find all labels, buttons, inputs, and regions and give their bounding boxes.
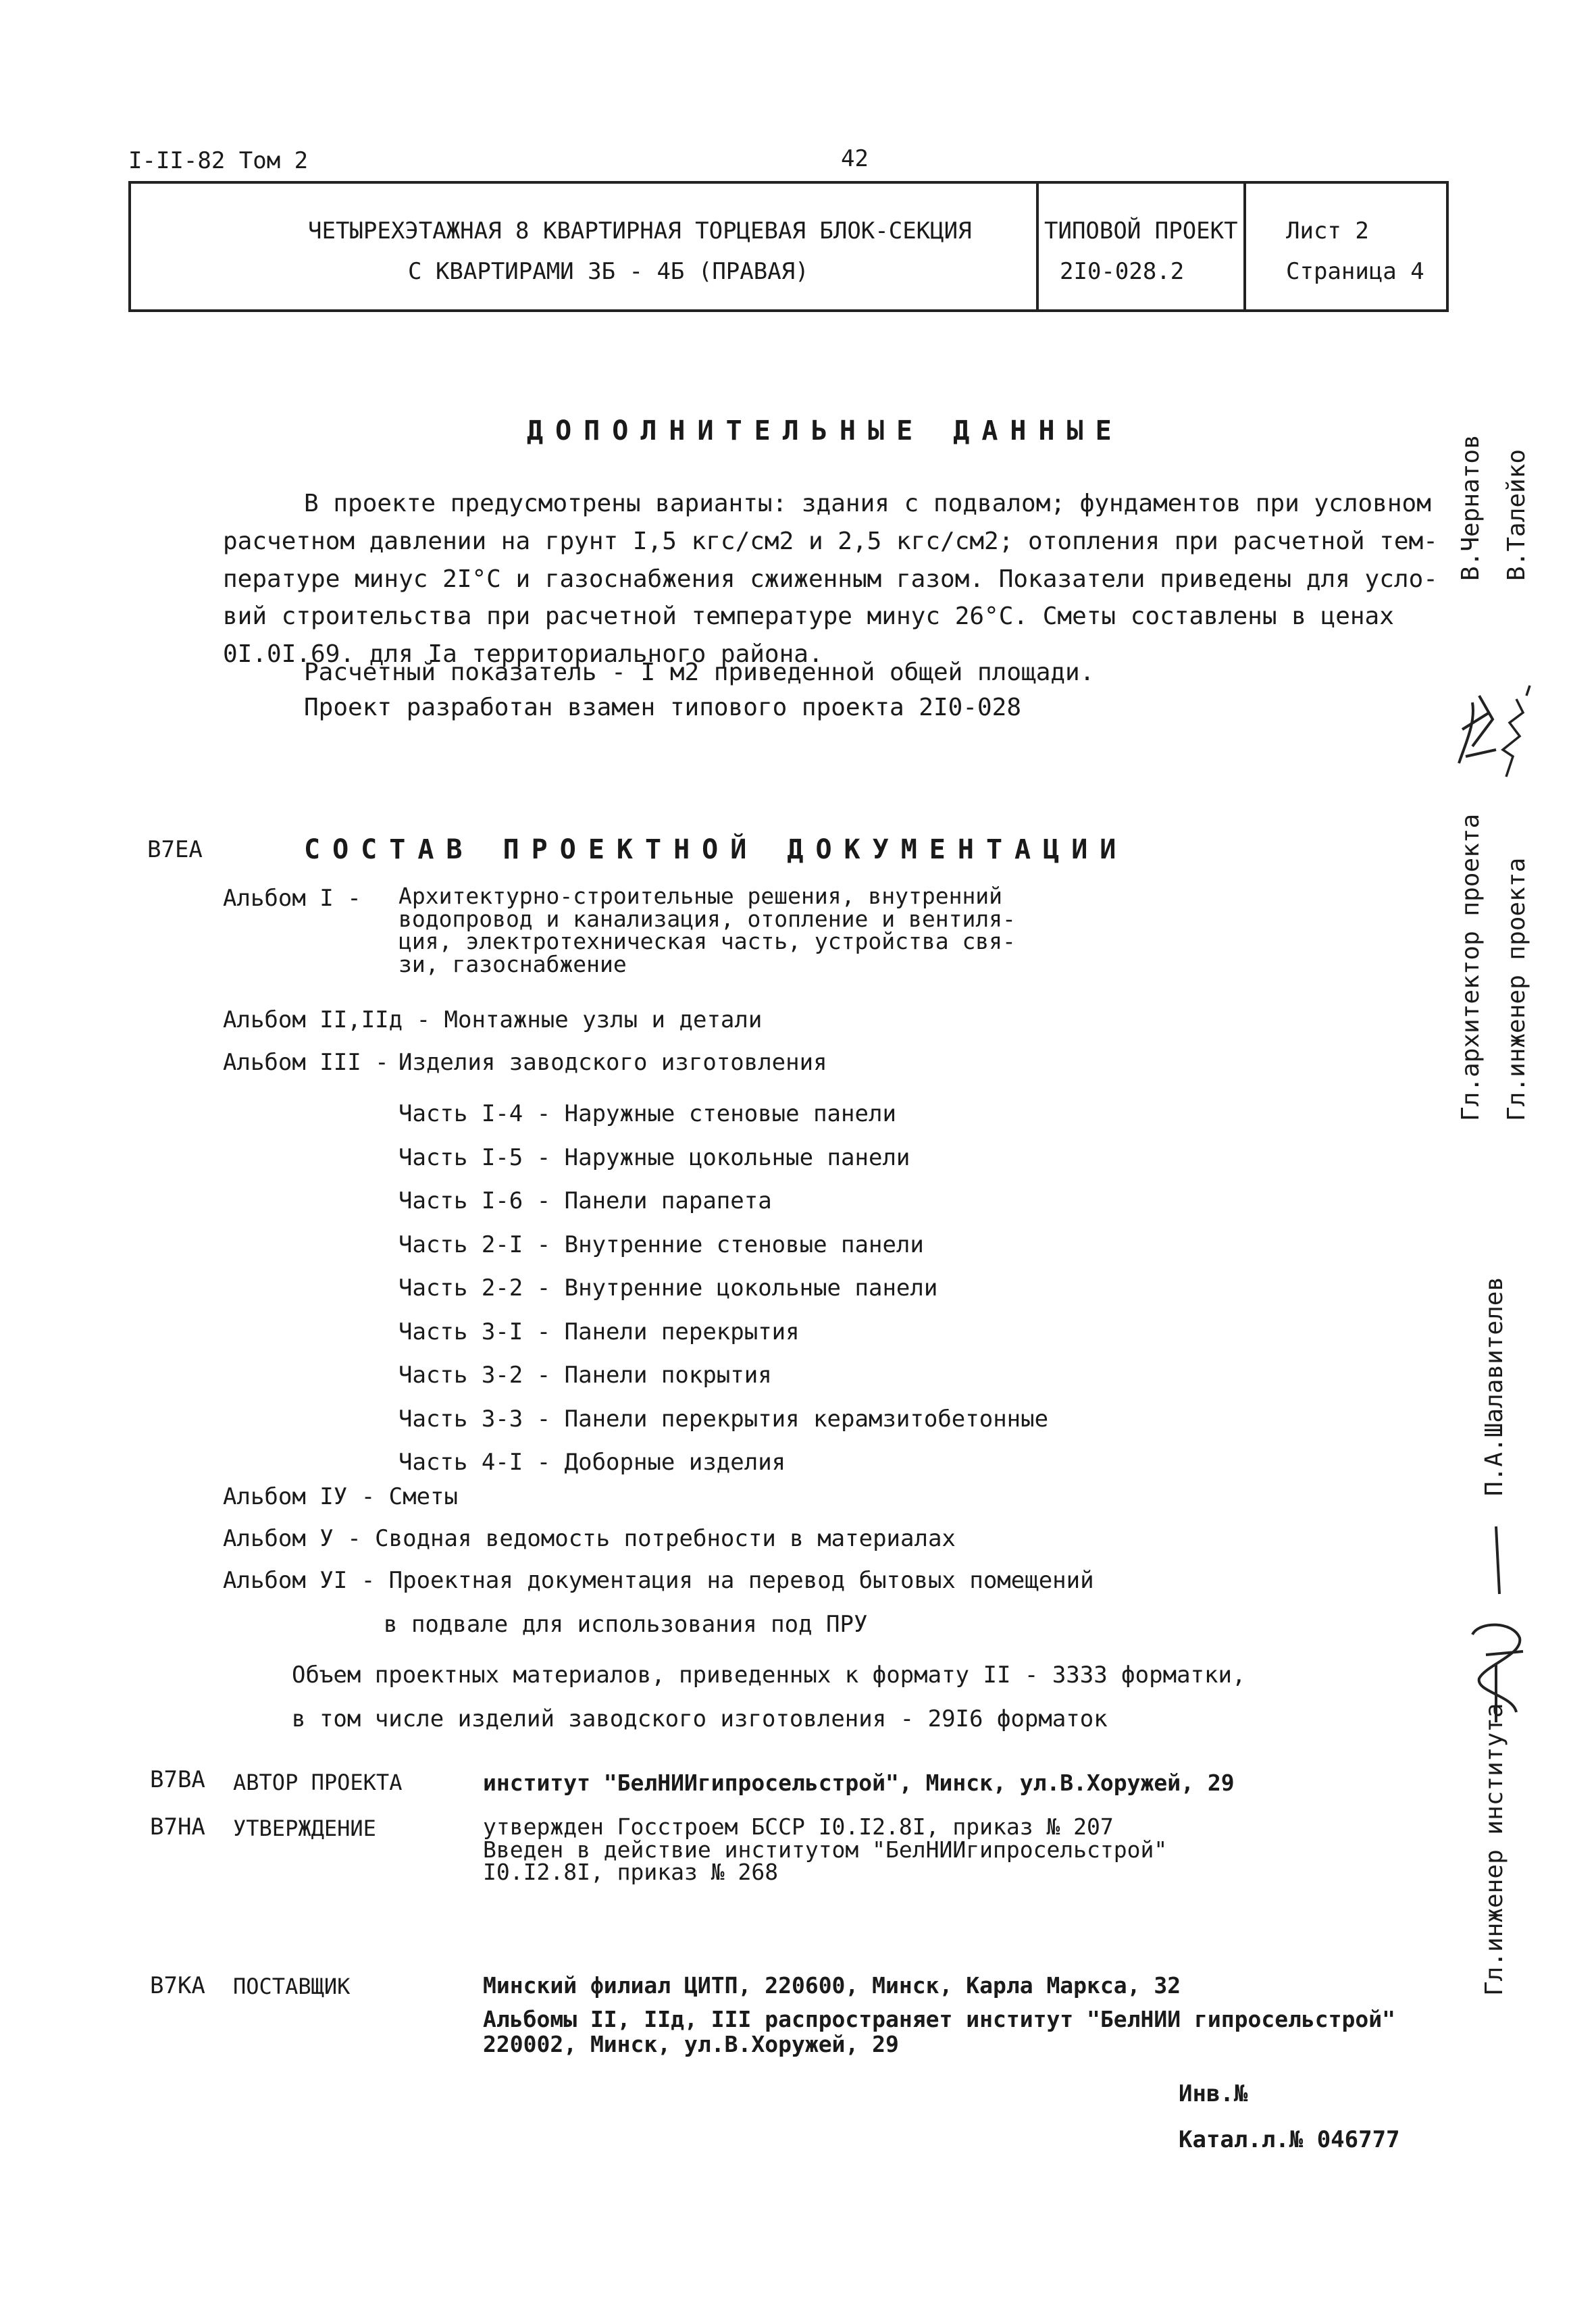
supplier-text [483, 1974, 1395, 2057]
album-2: Альбом II,IIд - Монтажные узлы и детали [223, 1006, 763, 1033]
title-block-divider [1036, 184, 1039, 309]
part-item: Часть 3-3 - Панели перекрытия керамзитобетонные [398, 1405, 1049, 1433]
album-6-line-1: Альбом УI - Проектная документация на перевод бытовых помещений [223, 1567, 1094, 1594]
author-value: институт "БелНИИгипросельстрой", Минск, ул.В.Хоружей, 29 [483, 1770, 1235, 1796]
additional-data-heading: ДОПОЛНИТЕЛЬНЫЕ ДАННЫЕ [527, 415, 1124, 446]
doc-ref: I-II-82 Том 2 [128, 147, 309, 174]
para-line: расчетном давлении на грунт I,5 кгс/см2 и 2,5 кгс/см2; отопления при расчетной тем- [223, 527, 1438, 555]
catalog-number: Катал.л.№ 046777 [1179, 2126, 1400, 2153]
calc-indicator: Расчетный показатель - I м2 приведенной общей площади. [304, 659, 1095, 686]
part-item: Часть 2-2 - Внутренние цокольные панели [398, 1275, 938, 1302]
approval-line: Введен в действие институтом "БелНИИгипросельстрой" [483, 1836, 1168, 1863]
volume-line-2: в том числе изделий заводского изготовления - 29I6 форматок [292, 1705, 1108, 1732]
author-label: АВТОР ПРОЕКТА [233, 1770, 403, 1795]
album-3-label: Альбом III - [223, 1049, 389, 1076]
page-number: 42 [841, 145, 869, 172]
album-4: Альбом IУ - Сметы [223, 1483, 458, 1510]
part-item: Часть 2-I - Внутренние стеновые панели [398, 1231, 924, 1258]
para-line: пературе минус 2I°C и газоснабжения сжиженным газом. Показатели приведены для усло- [223, 565, 1438, 593]
side-name-3: П.А.Шалавителев [1481, 1276, 1508, 1496]
album-3-title: Изделия заводского изготовления [398, 1049, 827, 1076]
album-1-line: Архитектурно-строительные решения, внутренний [398, 883, 1003, 909]
approval-line: утвержден Госстроем БССР I0.I2.8I, приказ № 207 [483, 1814, 1114, 1840]
approval-label: УТВЕРЖДЕНИЕ [233, 1816, 376, 1841]
side-name-1: В.Чернатов [1457, 434, 1485, 581]
album-1-line: ция, электротехническая часть, устройства свя- [398, 928, 1016, 955]
signature-2 [1493, 682, 1540, 783]
title-line-1: ЧЕТЫРЕХЭТАЖНАЯ 8 КВАРТИРНАЯ ТОРЦЕВАЯ БЛОК-СЕКЦИЯ [308, 217, 972, 245]
project-number: 2I0-028.2 [1060, 258, 1185, 285]
supplier-line: Минский филиал ЦИТП, 220600, Минск, Карла Маркса, 32 [483, 1972, 1181, 1999]
album-6-line-2: в подвале для использования под ПРУ [384, 1611, 868, 1638]
approval-line: I0.I2.8I, приказ № 268 [483, 1859, 779, 1886]
album-1-label: Альбом I - [223, 885, 361, 912]
title-line-2: С КВАРТИРАМИ 3Б - 4Б (ПРАВАЯ) [408, 258, 809, 285]
title-block [128, 181, 1449, 312]
supplier-line: Альбомы II, IIд, III распространяет институт "БелНИИ гипросельстрой" [483, 2006, 1396, 2033]
part-item: Часть I-4 - Наружные стеновые панели [398, 1100, 896, 1127]
approval-code: В7НА [150, 1814, 205, 1841]
supplier-code: В7КА [150, 1972, 205, 1999]
replacement-note: Проект разработан взамен типового проекта 2I0-028 [304, 694, 1022, 721]
para-line: В проекте предусмотрены варианты: здания с подвалом; фундаментов при условном [304, 490, 1431, 517]
signature-3 [1459, 1520, 1533, 1722]
part-item: Часть 3-2 - Панели покрытия [398, 1362, 772, 1389]
composition-heading: СОСТАВ ПРОЕКТНОЙ ДОКУМЕНТАЦИИ [304, 834, 1129, 865]
album-5: Альбом У - Сводная ведомость потребности в материалах [223, 1525, 956, 1552]
album-1-desc [398, 885, 1016, 976]
parts-list [398, 1092, 1048, 1485]
part-item: Часть 3-I - Панели перекрытия [398, 1318, 800, 1345]
composition-code: В7ЕА [147, 836, 203, 863]
part-item: Часть 4-I - Доборные изделия [398, 1449, 786, 1476]
additional-data-paragraph [223, 485, 1438, 673]
side-role-2: Гл.инженер проекта [1503, 857, 1530, 1121]
approval-text [483, 1816, 1167, 1884]
project-label: ТИПОВОЙ ПРОЕКТ [1044, 217, 1238, 245]
para-line: 0I.0I.69. для Iа территориального района. [223, 640, 823, 669]
album-1-line: зи, газоснабжение [398, 950, 627, 977]
side-role-3: Гл.инженер института [1481, 1703, 1508, 1996]
sheet-number: Лист 2 [1286, 217, 1369, 245]
supplier-label: ПОСТАВЩИК [233, 1974, 351, 1999]
para-line: вий строительства при расчетной температуре минус 26°C. Сметы составлены в ценах [223, 602, 1394, 631]
volume-line-1: Объем проектных материалов, приведенных к формату II - 3333 форматки, [292, 1662, 1246, 1689]
side-name-2: В.Талейко [1503, 448, 1530, 581]
album-1-line: водопровод и канализация, отопление и вентиля- [398, 905, 1016, 932]
title-block-divider [1243, 184, 1246, 309]
inventory-number: Инв.№ [1179, 2080, 1248, 2107]
author-code: В7ВА [150, 1766, 205, 1793]
part-item: Часть I-6 - Панели парапета [398, 1187, 772, 1214]
part-item: Часть I-5 - Наружные цокольные панели [398, 1143, 910, 1171]
supplier-line: 220002, Минск, ул.В.Хоружей, 29 [483, 2030, 899, 2057]
page-label: Страница 4 [1286, 258, 1424, 285]
side-role-1: Гл.архитектор проекта [1457, 813, 1485, 1121]
